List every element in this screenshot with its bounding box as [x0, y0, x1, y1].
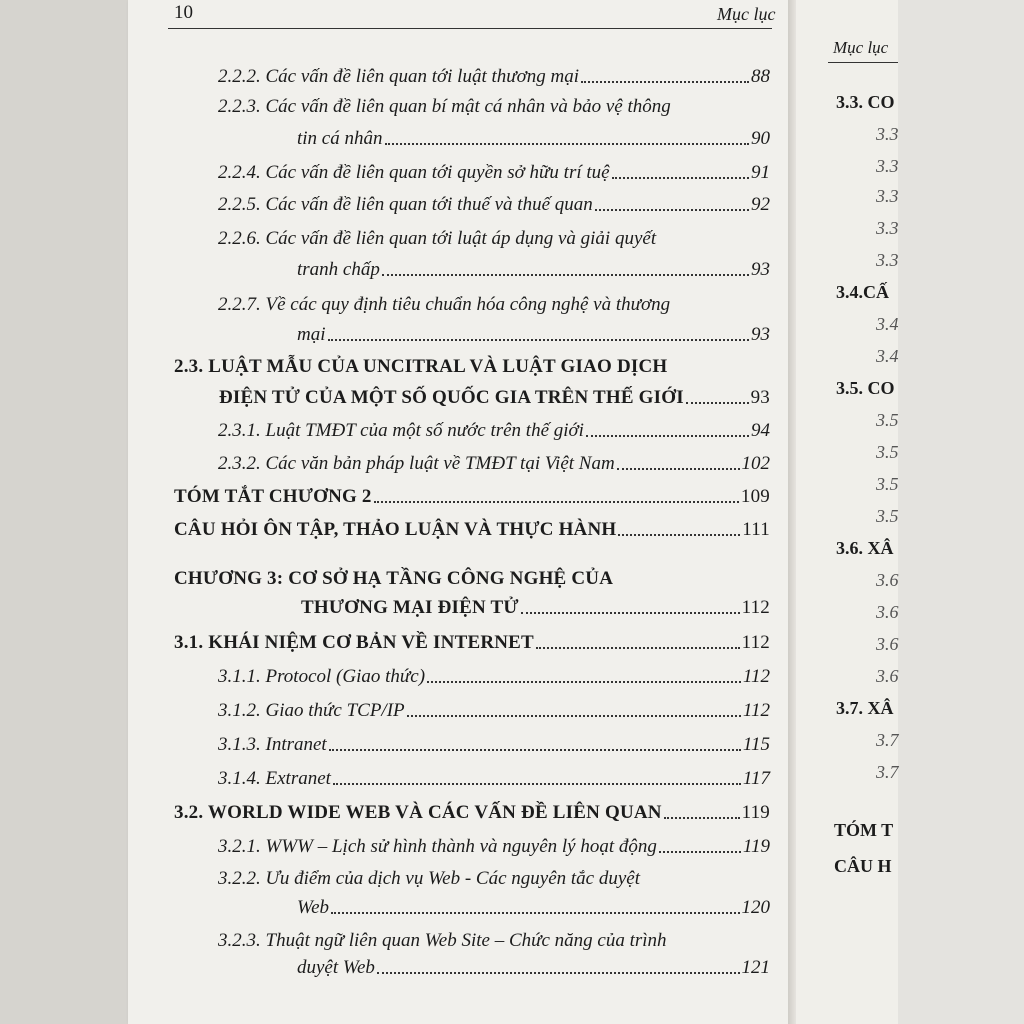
toc-entry-page: 93	[751, 259, 770, 280]
toc-leader-dots	[374, 500, 739, 503]
right-page-line: 3.5	[876, 506, 899, 526]
toc-entry	[218, 700, 770, 722]
toc-entry-page: 111	[742, 519, 770, 540]
right-page-line: 3.3	[876, 124, 899, 144]
toc-entry-page: 93	[751, 324, 770, 345]
toc-entry-page: 119	[742, 836, 770, 857]
toc-leader-dots	[331, 911, 739, 914]
right-page-line: 3.5	[876, 474, 899, 494]
right-page-line: 3.4.CẤ	[836, 282, 889, 302]
toc-entry-title: 2.2.2. Các vấn đề liên quan tới luật thương mại	[218, 66, 579, 87]
toc-entry	[218, 453, 770, 475]
toc-entry-page: 88	[751, 66, 770, 87]
toc-entry-title: 2.3.1. Luật TMĐT của một số nước trên thế giới	[218, 420, 584, 441]
right-page-line: 3.5	[876, 410, 899, 430]
toc-chapter-title-continued: THƯƠNG MẠI ĐIỆN TỬ	[301, 597, 519, 618]
toc-entry	[297, 128, 770, 150]
toc-entry-page: 92	[751, 194, 770, 215]
right-page-line: 3.3. CO	[836, 92, 895, 112]
right-page-line: 3.3	[876, 186, 899, 206]
toc-entry-page: 117	[742, 768, 770, 789]
toc-entry-title: 2.2.5. Các vấn đề liên quan tới thuế và thuế quan	[218, 194, 593, 215]
toc-entry-page: 102	[741, 453, 770, 474]
toc-entry-page: 109	[740, 486, 770, 507]
toc-leader-dots	[329, 748, 741, 751]
toc-entry	[297, 957, 770, 979]
toc-entry	[218, 194, 770, 216]
toc-leader-dots	[664, 816, 740, 819]
toc-section-title: CÂU HỎI ÔN TẬP, THẢO LUẬN VÀ THỰC HÀNH	[174, 519, 617, 540]
toc-section-title: 3.2. WORLD WIDE WEB VÀ CÁC VẤN ĐỀ LIÊN QUAN	[174, 802, 662, 823]
toc-leader-dots	[407, 714, 741, 717]
toc-leader-dots	[586, 434, 749, 437]
toc-entry-page: 115	[742, 734, 770, 755]
toc-leader-dots	[618, 533, 740, 536]
toc-entry-page: 112	[741, 597, 770, 618]
toc-entry-title: 3.2.3. Thuật ngữ liên quan Web Site – Chức năng của trình	[218, 930, 667, 951]
toc-leader-dots	[333, 782, 741, 785]
toc-entry-title: 3.1.4. Extranet	[218, 768, 331, 789]
toc-chapter-title: CHƯƠNG 3: CƠ SỞ HẠ TẦNG CÔNG NGHỆ CỦA	[174, 568, 614, 589]
right-page-line: 3.3	[876, 218, 899, 238]
toc-chapter	[301, 597, 770, 619]
right-page-line: 3.4	[876, 314, 899, 334]
toc-leader-dots	[612, 176, 749, 179]
toc-section-title: TÓM TẮT CHƯƠNG 2	[174, 486, 372, 507]
toc-entry	[297, 897, 770, 919]
toc-leader-dots	[427, 680, 741, 683]
toc-entry	[218, 666, 770, 688]
header-rule	[168, 28, 772, 29]
toc-entry	[218, 768, 770, 790]
book-gutter	[788, 0, 796, 1024]
toc-section	[174, 486, 770, 508]
right-page-line: 3.6	[876, 602, 899, 622]
toc-leader-dots	[595, 208, 749, 211]
toc-leader-dots	[521, 611, 740, 614]
toc-entry	[218, 66, 770, 88]
right-page-line: 3.7	[876, 730, 899, 750]
toc-entry-page: 94	[751, 420, 770, 441]
toc-entry-title: 3.1.3. Intranet	[218, 734, 327, 755]
toc-entry-page: 112	[742, 666, 770, 687]
toc-entry-page: 112	[741, 632, 770, 653]
toc-entry-title-continued: Web	[297, 897, 330, 918]
toc-entry	[218, 836, 770, 858]
toc-entry-page: 112	[742, 700, 770, 721]
toc-entry-title: 2.2.3. Các vấn đề liên quan bí mật cá nhân và bảo vệ thông	[218, 96, 671, 117]
toc-entry	[297, 259, 770, 281]
right-page-line: 3.6. XÂ	[836, 538, 894, 558]
right-page-line: 3.7. XÂ	[836, 698, 894, 718]
toc-leader-dots	[686, 401, 749, 404]
toc-leader-dots	[536, 646, 740, 649]
toc-leader-dots	[328, 338, 750, 341]
toc-entry	[218, 734, 770, 756]
toc-entry-title: 3.1.2. Giao thức TCP/IP	[218, 700, 405, 721]
toc-entry-title: 2.2.7. Về các quy định tiêu chuẩn hóa công nghệ và thương	[218, 294, 671, 315]
page-header-title: Mục lục	[717, 4, 776, 24]
toc-leader-dots	[382, 273, 749, 276]
right-page-line: 3.5	[876, 442, 899, 462]
toc-entry-title-continued: tin cá nhân	[297, 128, 383, 149]
toc-section	[174, 632, 770, 654]
toc-section-title-continued: ĐIỆN TỬ CỦA MỘT SỐ QUỐC GIA TRÊN THẾ GIỚI	[219, 387, 684, 408]
toc-entry-title-continued: duyệt Web	[297, 957, 375, 978]
toc-leader-dots	[385, 142, 750, 145]
toc-leader-dots	[377, 971, 740, 974]
toc-entry	[218, 420, 770, 442]
toc-entry-title: 3.2.2. Ưu điểm của dịch vụ Web - Các nguyên tắc duyệt	[218, 868, 641, 889]
toc-entry-page: 120	[741, 897, 770, 918]
toc-entry	[297, 324, 770, 346]
toc-entry-page: 91	[751, 162, 770, 183]
right-page-line: 3.5. CO	[836, 378, 895, 398]
right-page-line: TÓM T	[834, 820, 894, 840]
toc-entry-page: 90	[751, 128, 770, 149]
toc-section	[219, 387, 770, 409]
right-page-line: 3.6	[876, 666, 899, 686]
toc-entry-page: 119	[741, 802, 770, 823]
toc-entry-title: 3.1.1. Protocol (Giao thức)	[218, 666, 426, 687]
right-page-line: 3.6	[876, 634, 899, 654]
toc-leader-dots	[659, 850, 741, 853]
toc-entry-title-continued: tranh chấp	[297, 259, 380, 280]
right-page-header-rule	[828, 62, 898, 63]
toc-entry-title: 2.2.6. Các vấn đề liên quan tới luật áp dụng và giải quyết	[218, 228, 657, 249]
toc-entry-title: 2.2.4. Các vấn đề liên quan tới quyền sở hữu trí tuệ	[218, 162, 610, 183]
background-right	[898, 0, 1024, 1024]
toc-entry-page: 121	[741, 957, 770, 978]
right-page-line: 3.6	[876, 570, 899, 590]
right-page-line: 3.3	[876, 156, 899, 176]
background-left	[0, 0, 128, 1024]
toc-leader-dots	[581, 80, 749, 83]
toc-section-title: 3.1. KHÁI NIỆM CƠ BẢN VỀ INTERNET	[174, 632, 534, 653]
right-page-line: CÂU H	[834, 856, 892, 876]
right-page-line: 3.7	[876, 762, 899, 782]
right-page-header-title: Mục lục	[833, 38, 889, 57]
toc-entry-title: 3.2.1. WWW – Lịch sử hình thành và nguyên lý hoạt động	[218, 836, 657, 857]
toc-entry-title: 2.3.2. Các văn bản pháp luật về TMĐT tại Việt Nam	[218, 453, 615, 474]
toc-section	[174, 519, 770, 541]
toc-entry-title-continued: mại	[297, 324, 326, 345]
toc-section	[174, 802, 770, 824]
right-page-line: 3.4	[876, 346, 899, 366]
toc-entry	[218, 162, 770, 184]
right-page-line: 3.3	[876, 250, 899, 270]
page-number: 10	[174, 2, 193, 23]
toc-leader-dots	[617, 467, 740, 470]
toc-section-title: 2.3. LUẬT MẪU CỦA UNCITRAL VÀ LUẬT GIAO DỊCH	[174, 356, 668, 377]
toc-entry-page: 93	[750, 387, 770, 408]
